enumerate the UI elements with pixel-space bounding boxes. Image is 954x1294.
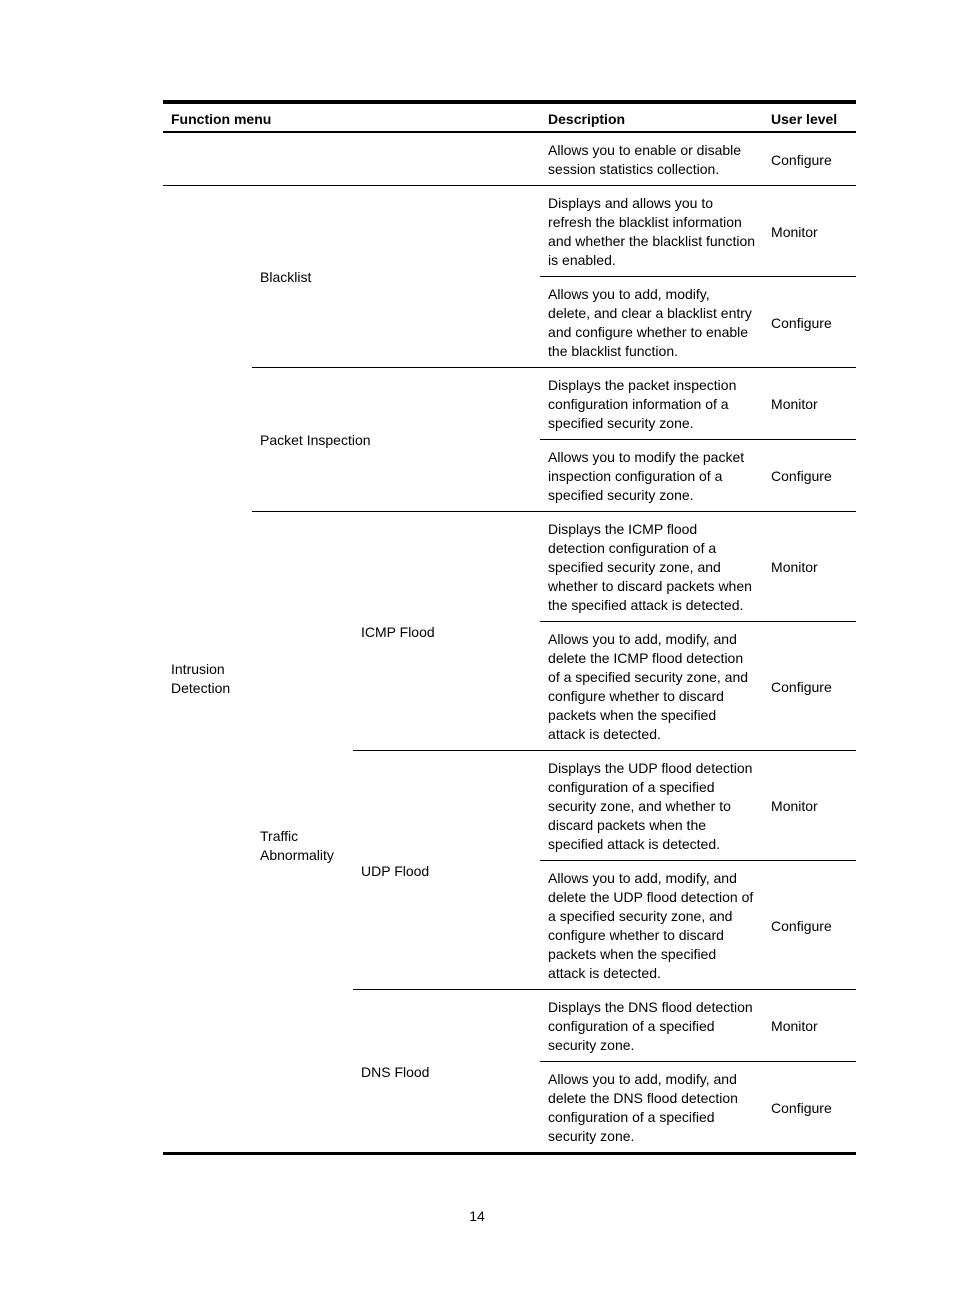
user-level-cell: Monitor	[763, 368, 856, 440]
function-packet-inspection: Packet Inspection	[252, 368, 540, 512]
description-cell: Allows you to add, modify, and delete the ICMP flood detection of a specified security zone, and configure whether to discard packets when the specified attack is detected.	[540, 622, 763, 751]
table-row	[163, 132, 856, 186]
description-cell: Allows you to add, modify, delete, and clear a blacklist entry and configure whether to enable the blacklist function.	[540, 277, 763, 368]
description-cell: Displays the UDP flood detection configuration of a specified security zone, and whether to discard packets when the specified attack is detected.	[540, 751, 763, 861]
function-traffic-abnormality: Traffic Abnormality	[252, 512, 353, 1154]
page-number: 14	[469, 1208, 485, 1224]
description-cell: Allows you to enable or disable session statistics collection.	[540, 132, 763, 186]
function-intrusion-detection: Intrusion Detection	[163, 186, 252, 1154]
user-level-cell: Monitor	[763, 512, 856, 622]
function-icmp-flood: ICMP Flood	[353, 512, 540, 751]
description-cell: Allows you to modify the packet inspection configuration of a specified security zone.	[540, 440, 763, 512]
user-level-cell: Configure	[763, 440, 856, 512]
header-function-menu: Function menu	[163, 102, 540, 132]
description-cell: Displays the DNS flood detection configuration of a specified security zone.	[540, 990, 763, 1062]
user-level-cell: Configure	[763, 1062, 856, 1154]
user-level-cell: Monitor	[763, 186, 856, 277]
user-level-cell: Monitor	[763, 751, 856, 861]
user-level-cell: Configure	[763, 622, 856, 751]
description-cell: Displays the ICMP flood detection configuration of a specified security zone, and whether to discard packets when the specified attack is detected.	[540, 512, 763, 622]
description-cell: Allows you to add, modify, and delete the UDP flood detection of a specified security zone, and configure whether to discard packets when the specified attack is detected.	[540, 861, 763, 990]
user-level-cell: Configure	[763, 861, 856, 990]
description-cell: Allows you to add, modify, and delete the DNS flood detection configuration of a specified security zone.	[540, 1062, 763, 1154]
header-description: Description	[540, 102, 763, 132]
description-cell: Displays and allows you to refresh the blacklist information and whether the blacklist function is enabled.	[540, 186, 763, 277]
table-row	[163, 512, 856, 622]
table-row	[163, 186, 856, 277]
user-level-cell: Configure	[763, 277, 856, 368]
user-level-cell: Configure	[763, 132, 856, 186]
user-level-cell: Monitor	[763, 990, 856, 1062]
table-header-row	[163, 102, 856, 132]
function-cell-empty	[163, 132, 540, 186]
description-cell: Displays the packet inspection configuration information of a specified security zone.	[540, 368, 763, 440]
function-menu-table	[163, 100, 856, 1155]
function-dns-flood: DNS Flood	[353, 990, 540, 1154]
table-row	[163, 368, 856, 440]
function-blacklist: Blacklist	[252, 186, 540, 368]
function-menu-table-wrapper	[163, 100, 856, 1155]
function-udp-flood: UDP Flood	[353, 751, 540, 990]
header-user-level: User level	[763, 102, 856, 132]
